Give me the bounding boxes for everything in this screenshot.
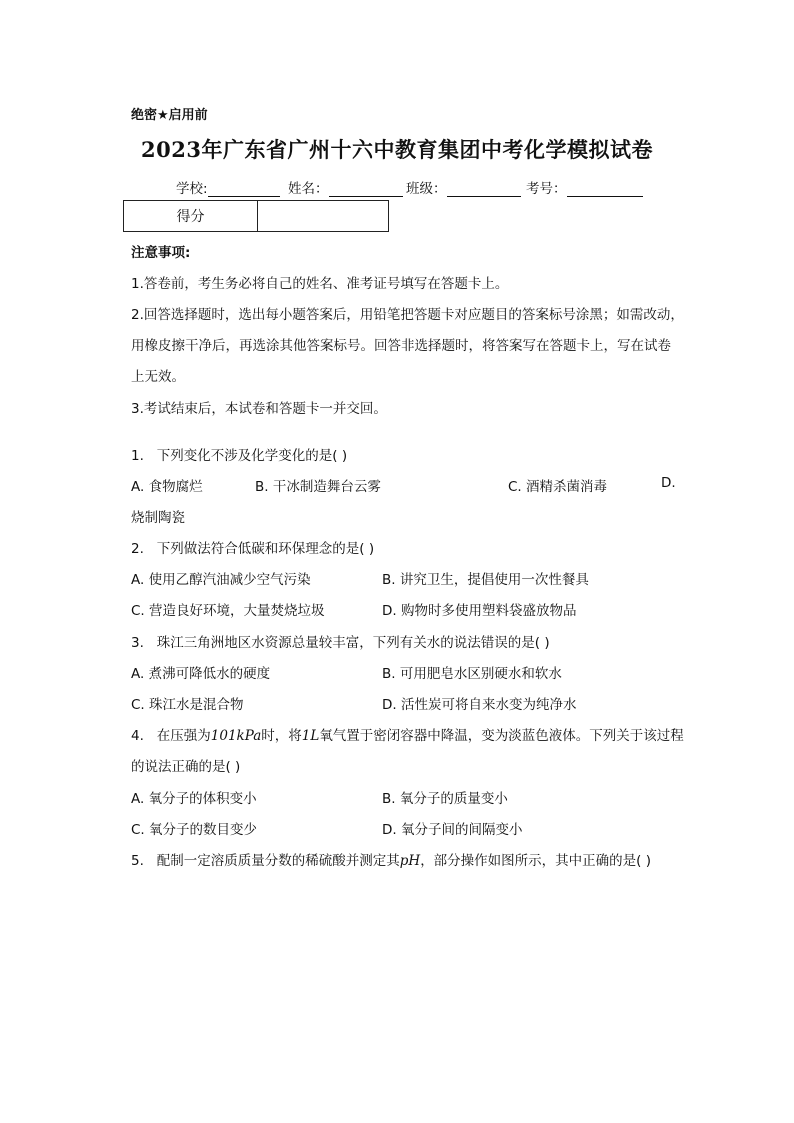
score-label: 得分	[124, 201, 258, 232]
option-c: C. 氧分子的数目变少	[131, 822, 258, 838]
volume-value: 1L	[301, 728, 320, 744]
exam-number-field	[526, 177, 643, 197]
option-d: D. 购物时多使用塑料袋盛放物品	[382, 603, 577, 619]
name-field	[288, 177, 403, 197]
question-number: 2.	[131, 541, 144, 557]
note-item: 1.答卷前，考生务必将自己的姓名、准考证号填写在答题卡上。	[131, 276, 509, 292]
question-number: 4.	[131, 728, 144, 744]
option-a: A. 食物腐烂	[131, 479, 203, 495]
option-a: A. 使用乙醇汽油减少空气污染	[131, 572, 311, 588]
question-4	[131, 724, 684, 744]
question-5	[131, 849, 651, 869]
option-d-text: 烧制陶瓷	[131, 510, 185, 526]
school-blank[interactable]	[208, 182, 280, 197]
score-table	[123, 200, 389, 232]
note-item: 用橡皮擦干净后，再选涂其他答案标号。回答非选择题时，将答案写在答题卡上，写在试卷	[131, 338, 671, 354]
option-d: D. 活性炭可将自来水变为纯净水	[382, 697, 577, 713]
option-a: A. 氧分子的体积变小	[131, 791, 257, 807]
exam-number-label: 考号：	[526, 181, 567, 197]
question-stem: 下列做法符合低碳和环保理念的是( )	[156, 541, 375, 557]
option-b: B. 干冰制造舞台云雾	[255, 479, 381, 495]
option-b: B. 氧分子的质量变小	[382, 791, 508, 807]
option-c: C. 酒精杀菌消毒	[508, 479, 608, 495]
question-stem-part: ，部分操作如图所示，其中正确的是( )	[420, 853, 652, 869]
name-label: 姓名：	[288, 181, 329, 197]
note-item: 3.考试结束后，本试卷和答题卡一并交回。	[131, 401, 387, 417]
question-number: 5.	[131, 853, 144, 869]
question-3	[131, 631, 550, 651]
question-number: 3.	[131, 635, 144, 651]
question-stem-part: 时，将	[261, 728, 302, 744]
class-label: 班级：	[406, 181, 447, 197]
question-stem: 珠江三角洲地区水资源总量较丰富，下列有关水的说法错误的是( )	[156, 635, 550, 651]
question-stem: 下列变化不涉及化学变化的是( )	[156, 448, 348, 464]
note-item: 上无效。	[131, 369, 185, 385]
question-stem-part: 在压强为	[156, 728, 211, 744]
option-a: A. 煮沸可降低水的硬度	[131, 666, 271, 682]
question-stem-part: 配制一定溶质质量分数的稀硫酸并测定其	[156, 853, 400, 869]
exam-number-blank[interactable]	[567, 182, 643, 197]
option-b: B. 可用肥皂水区别硬水和软水	[382, 666, 562, 682]
question-stem-line2: 的说法正确的是( )	[131, 759, 241, 775]
option-c: C. 珠江水是混合物	[131, 697, 244, 713]
option-b: B. 讲究卫生，提倡使用一次性餐具	[382, 572, 589, 588]
school-field	[176, 177, 280, 197]
question-number: 1.	[131, 448, 144, 464]
option-d: D.	[661, 475, 676, 491]
exam-title: 2023年广东省广州十六中教育集团中考化学模拟试卷	[141, 137, 653, 162]
confidential-label: 绝密★启用前	[131, 108, 208, 123]
name-blank[interactable]	[329, 182, 403, 197]
note-item: 2.回答选择题时，选出每小题答案后，用铅笔把答题卡对应题目的答案标号涂黑；如需改动，	[131, 307, 684, 323]
school-label: 学校:	[176, 181, 208, 197]
option-c: C. 营造良好环境，大量焚烧垃圾	[131, 603, 325, 619]
ph-symbol: pH	[399, 853, 421, 869]
class-blank[interactable]	[447, 182, 521, 197]
pressure-value: 101kPa	[210, 728, 262, 744]
question-1	[131, 444, 347, 464]
class-field	[406, 177, 521, 197]
option-d: D. 氧分子间的间隔变小	[382, 822, 523, 838]
notes-heading: 注意事项:	[131, 245, 191, 261]
score-value[interactable]	[258, 201, 389, 232]
question-2	[131, 537, 374, 557]
question-stem-part: 氧气置于密闭容器中降温，变为淡蓝色液体。下列关于该过程	[319, 728, 684, 744]
